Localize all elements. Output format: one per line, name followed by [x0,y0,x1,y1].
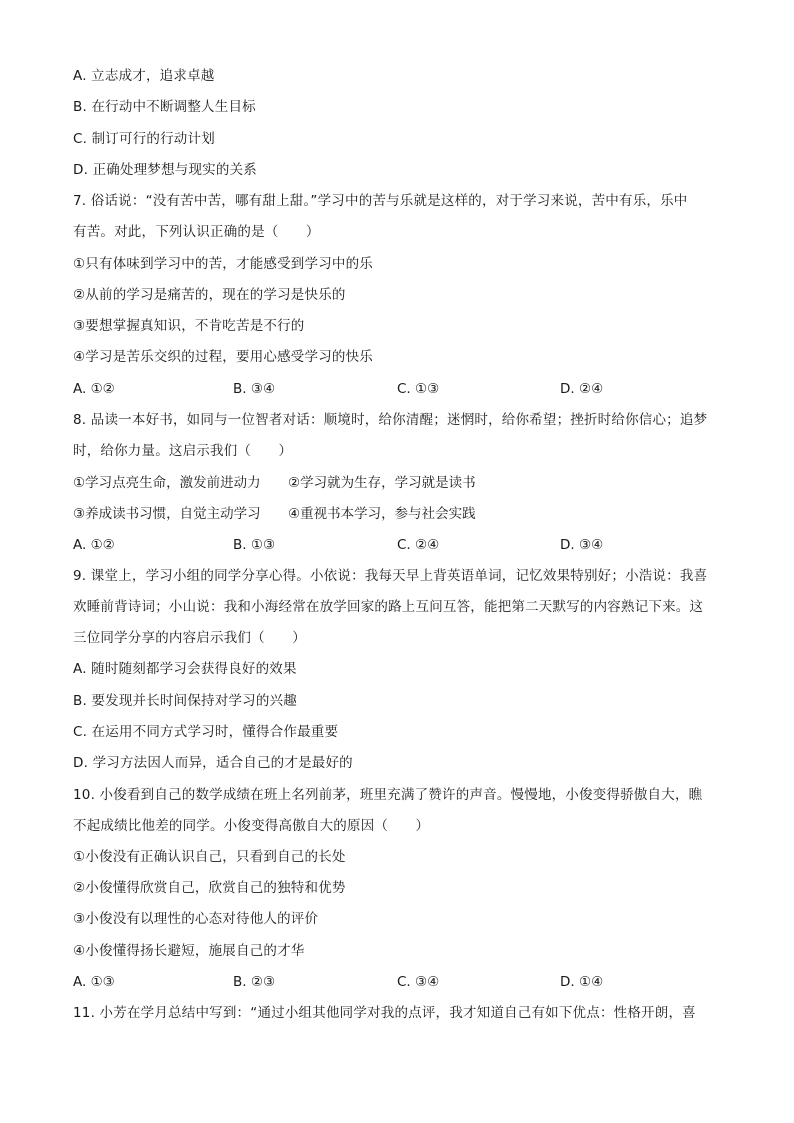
q9-option-d: D. 学习方法因人而异，适合自己的才是最好的 [73,755,353,771]
q10-choices [73,973,733,991]
q8-choice-b: B. ①③ [233,537,276,553]
q9-stem-line-1: 9. 课堂上，学习小组的同学分享心得。小依说：我每天早上背英语单词，记忆效果特别好；小浩说：我喜 [73,568,708,584]
q8-statement-3: ③养成读书习惯，自觉主动学习 [73,506,261,522]
q6-option-a: A. 立志成才，追求卓越 [73,68,215,84]
q9-stem-line-2: 欢睡前背诗词；小山说：我和小海经常在放学回家的路上互问互答，能把第二天默写的内容熟记下来。这 [73,599,704,615]
q8-choices [73,536,733,554]
q10-stem-line-1: 10. 小俊看到自己的数学成绩在班上名列前茅，班里充满了赞许的声音。慢慢地，小俊变得骄傲自大，瞧 [73,787,703,803]
q7-statement-2: ②从前的学习是痛苦的，现在的学习是快乐的 [73,287,346,303]
q10-stem-line-2: 不起成绩比他差的同学。小俊变得高傲自大的原因（ ） [73,818,430,834]
q10-statement-1: ①小俊没有正确认识自己，只看到自己的长处 [73,849,346,865]
q6-option-c: C. 制订可行的行动计划 [73,131,215,147]
q7-statement-3: ③要想掌握真知识，不肯吃苦是不行的 [73,318,305,334]
q7-statement-4: ④学习是苦乐交织的过程，要用心感受学习的快乐 [73,349,374,365]
q10-choice-c: C. ③④ [397,974,440,990]
q8-statement-4: ④重视书本学习，参与社会实践 [288,506,476,522]
q7-stem-line-2: 有苦。对此，下列认识正确的是（ ） [73,224,320,240]
q7-choice-b: B. ③④ [233,381,276,397]
q8-statement-1: ①学习点亮生命，激发前进动力 [73,475,261,491]
q8-statements-row-2 [73,505,733,523]
q8-choice-d: D. ③④ [560,537,604,553]
q10-choice-a: A. ①③ [73,974,115,990]
q8-stem-line-2: 时，给你力量。这启示我们（ ） [73,443,293,459]
q9-option-c: C. 在运用不同方式学习时，懂得合作最重要 [73,724,339,740]
q9-option-a: A. 随时随刻都学习会获得良好的效果 [73,661,297,677]
q10-choice-d: D. ①④ [560,974,604,990]
q8-statements-row-1 [73,474,733,492]
q7-choice-a: A. ①② [73,381,115,397]
q8-choice-c: C. ②④ [397,537,440,553]
q7-choices [73,380,733,398]
q10-statement-4: ④小俊懂得扬长避短，施展自己的才华 [73,943,305,959]
q7-choice-c: C. ①③ [397,381,440,397]
q7-choice-d: D. ②④ [560,381,604,397]
q6-option-b: B. 在行动中不断调整人生目标 [73,99,256,115]
q9-stem-line-3: 三位同学分享的内容启示我们（ ） [73,630,306,646]
q9-option-b: B. 要发现并长时间保持对学习的兴趣 [73,693,297,709]
q10-statement-2: ②小俊懂得欣赏自己，欣赏自己的独特和优势 [73,880,346,896]
q10-statement-3: ③小俊没有以理性的心态对待他人的评价 [73,911,319,927]
q8-stem-line-1: 8. 品读一本好书，如同与一位智者对话：顺境时，给你清醒；迷惘时，给你希望；挫折时给你信心；追梦 [73,412,708,428]
q7-statement-1: ①只有体味到学习中的苦，才能感受到学习中的乐 [73,256,374,272]
q11-stem-line-1: 11. 小芳在学月总结中写到：“通过小组其他同学对我的点评，我才知道自己有如下优点：性格开朗，喜 [73,1005,696,1021]
q10-choice-b: B. ②③ [233,974,276,990]
q7-stem-line-1: 7. 俗话说：“没有苦中苦，哪有甜上甜。”学习中的苦与乐就是这样的，对于学习来说，苦中有乐，乐中 [73,193,688,209]
q8-choice-a: A. ①② [73,537,115,553]
q8-statement-2: ②学习就为生存，学习就是读书 [288,475,476,491]
q6-option-d: D. 正确处理梦想与现实的关系 [73,162,257,178]
